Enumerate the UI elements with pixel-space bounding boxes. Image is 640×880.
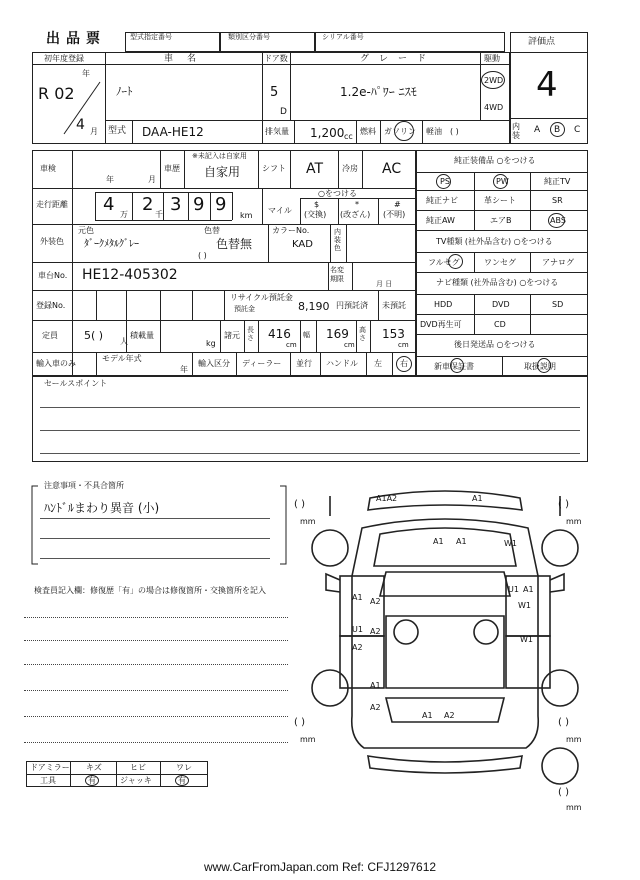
mileage-digit-2: 2 (142, 194, 154, 215)
recycle-unit: 円預託済 (336, 301, 368, 310)
later-warranty-circle (450, 358, 464, 373)
height-value: 153 (382, 327, 405, 341)
equip-abs-circle (548, 213, 565, 228)
orig-color-label: 元色 (78, 226, 94, 235)
dim-label: 諸元 (224, 331, 240, 340)
legend-jack-value: 有 (178, 776, 186, 785)
import-parallel: 並行 (296, 359, 312, 368)
recycle-label: リサイクル預託金 (230, 293, 293, 302)
mileage-sen-unit: 千 (155, 210, 163, 219)
door-count: 5 (270, 85, 279, 100)
legend-tools-value: 有 (88, 776, 96, 785)
mark-front-bumper-a1a2: A1A2 (376, 494, 398, 503)
length-unit: cm (286, 341, 297, 349)
equip-sr: SR (552, 196, 563, 205)
chassis-label: 車台No. (38, 271, 68, 280)
interior-c: C (574, 125, 581, 135)
reg-no-label: 登録No. (36, 301, 66, 310)
repaint-label: 色替 (204, 226, 220, 235)
history-label: 車歴 (164, 164, 180, 173)
mark-right-front-u1: U1 (508, 585, 519, 594)
fuel-other: ( ) (450, 127, 459, 136)
cooling-value: AC (382, 161, 402, 177)
mileage-asterisk-note: (改ざん) (340, 210, 371, 219)
type-number-label: 型式指定番号 (130, 33, 172, 41)
navi-cd: CD (494, 320, 506, 329)
mark-left-rear-u1: U1 (352, 625, 363, 634)
load-kg: kg (206, 339, 216, 348)
model-year-unit: 年 (180, 365, 188, 374)
interior-b-circle (550, 122, 565, 137)
tire-mm-rl: mm (300, 735, 316, 744)
tv-fullseg: フルセグ (428, 258, 460, 267)
width-label: 幅 (303, 331, 310, 339)
orig-color-value: ﾀﾞｰｸﾒﾀﾙｸﾞﾚｰ (84, 239, 139, 250)
first-reg-month: 4 (76, 117, 85, 133)
name-change-label: 名変期限 (330, 266, 344, 283)
score-value: 4 (536, 65, 558, 105)
drive-4wd: 4WD (484, 103, 504, 112)
height-unit: cm (398, 341, 409, 349)
load-label: 積載量 (130, 331, 154, 340)
width-unit: cm (344, 341, 355, 349)
interior-color-label: 内装色 (334, 228, 341, 252)
equip-pw-circle (493, 174, 508, 189)
legend-tools: 工具 (40, 776, 56, 785)
mileage-digit-3: 3 (170, 194, 182, 215)
interior-a: A (534, 125, 541, 135)
fuel-label: 燃料 (360, 127, 376, 136)
car-name-label: 車名 (164, 54, 211, 64)
later-warranty: 新車保証書 (434, 362, 474, 371)
recycle-label-2: 預託金 (234, 305, 255, 313)
repaint-value: 色替無 (216, 237, 253, 251)
equip-tv: 純正TV (544, 177, 571, 186)
details-grid (32, 150, 416, 376)
displacement-unit: cc (344, 132, 353, 141)
mark-rear-left-a2: A2 (370, 703, 381, 712)
equip-abs: ABS (550, 216, 566, 225)
repaint-paren: ( ) (198, 251, 207, 260)
tv-analog: アナログ (542, 258, 574, 267)
drive-2wd-circle (481, 71, 505, 89)
tire-bracket-fr: ( ) (558, 499, 569, 510)
color-no-label: カラーNo. (272, 226, 310, 235)
equip-ps: PS (440, 177, 450, 186)
shaken-label: 車検 (40, 164, 56, 173)
equip-pw: PW (496, 177, 509, 186)
length-label: 長さ (247, 326, 254, 342)
mark-right-rear-w1: W1 (520, 635, 533, 644)
legend-ware: ワレ (176, 763, 192, 772)
sales-point-label: セールスポイント (44, 379, 108, 388)
mileage-man-unit: 万 (120, 210, 128, 219)
mark-left-front-a1: A1 (352, 593, 363, 602)
navi-dvd: DVD (492, 300, 510, 309)
fuel-gasoline-circle (394, 121, 414, 141)
equip-airbag: エアB (490, 216, 512, 225)
chassis-value: HE12-405302 (82, 267, 178, 283)
legend-tools-circle (85, 775, 99, 786)
door-type: D (280, 107, 287, 117)
drive-label: 駆動 (484, 54, 500, 63)
first-reg-month-unit: 月 (90, 127, 98, 136)
cooling-label: 冷房 (342, 164, 358, 173)
legend-mirror: ドアミラー (30, 763, 70, 772)
mileage-km-unit: km (240, 211, 253, 220)
mark-rear-left-a1: A1 (370, 681, 381, 690)
first-reg-year-unit: 年 (82, 69, 90, 78)
tire-bracket-spare: ( ) (558, 787, 569, 798)
fuel-light-oil: 軽油 (426, 127, 442, 136)
mileage-digit-1: 4 (103, 194, 115, 215)
equip-aw: 純正AW (426, 216, 455, 225)
navi-title: ナビ種類 (社外品含む) ○をつける (436, 278, 559, 287)
equip-leather: 革シート (484, 196, 516, 205)
displacement-value: 1,200 (310, 126, 345, 140)
import-class-label: 輸入区分 (198, 359, 230, 368)
navi-sd: SD (552, 300, 564, 309)
recycle-amount: 8,190 (298, 300, 330, 313)
displacement-label: 排気量 (265, 127, 289, 136)
class-number-label: 類別区分番号 (228, 33, 270, 41)
width-value: 169 (326, 327, 349, 341)
model-value: DAA-HE12 (142, 125, 204, 139)
interior-label: 内装 (512, 122, 520, 140)
shaken-month-unit: 月 (148, 175, 156, 184)
mark-hood-a1-right: A1 (456, 537, 467, 546)
mark-front-bumper-a1: A1 (472, 494, 483, 503)
interior-b: B (554, 125, 561, 135)
footer-watermark: www.CarFromJapan.com Ref: CFJ1297612 (203, 860, 437, 874)
caution-text: ﾊﾝﾄﾞﾙまわり異音 (小) (44, 501, 160, 515)
tv-title: TV種類 (社外品含む) ○をつける (436, 237, 553, 246)
capacity-unit: 人 (120, 337, 128, 346)
genuine-title: 純正装備品 ○をつける (454, 156, 536, 165)
mileage-digit-5: 9 (215, 194, 227, 215)
drive-2wd: 2WD (484, 76, 504, 85)
score-label: 評価点 (528, 37, 556, 47)
handle-label: ハンドル (326, 359, 358, 368)
later-title: 後日発送品 ○をつける (454, 340, 536, 349)
capacity-label: 定員 (42, 331, 58, 340)
legend-hibi: ヒビ (130, 763, 146, 772)
handle-left: 左 (374, 359, 382, 368)
tire-mm-fl: mm (300, 517, 316, 526)
car-damage-diagram (290, 476, 600, 816)
tv-fullseg-circle (448, 254, 463, 269)
handle-right-circle (396, 356, 412, 372)
color-no-value: KAD (292, 239, 313, 250)
mileage-hash: # (394, 200, 401, 209)
height-label: 高さ (359, 326, 366, 342)
mark-hood-a1-left: A1 (433, 537, 444, 546)
tire-mm-spare: mm (566, 803, 582, 812)
mark-right-front-w1: W1 (518, 601, 531, 610)
grade-label: グレード (360, 54, 437, 64)
color-label: 外装色 (40, 237, 64, 246)
caution-bracket (30, 480, 288, 570)
tire-bracket-rr: ( ) (558, 717, 569, 728)
mileage-label: 走行距離 (36, 200, 68, 209)
fuel-gasoline: ガソリン (384, 127, 416, 136)
form-title: 出品票 (46, 31, 106, 47)
sales-point-box (32, 376, 588, 462)
inspector-label: 検査員記入欄：修復歴「有」の場合は修復箇所・交換箇所を記入 (34, 586, 266, 595)
mark-right-front-a1: A1 (523, 585, 534, 594)
length-value: 416 (268, 327, 291, 341)
tire-mm-rr: mm (566, 735, 582, 744)
mileage-circle-note: ○をつける (318, 189, 357, 198)
caution-label: 注意事項・不具合箇所 (44, 481, 124, 490)
model-label: 型式 (108, 126, 127, 136)
equip-navi: 純正ナビ (426, 196, 458, 205)
later-manual-circle (537, 358, 551, 373)
mileage-asterisk: * (355, 200, 359, 209)
mileage-digit-4: 9 (193, 194, 205, 215)
name-change-date: 月 日 (376, 280, 393, 288)
tire-bracket-fl: ( ) (294, 499, 305, 510)
shift-label: シフト (262, 164, 286, 173)
first-reg-label: 初年度登録 (44, 54, 84, 63)
navi-dvd-play: DVD再生可 (420, 320, 462, 329)
mark-left-rear-a2: A2 (370, 627, 381, 636)
mark-rear-a2: A2 (444, 711, 455, 720)
legend-jack: ジャッキ (120, 776, 152, 785)
handle-right: 右 (400, 359, 408, 368)
history-note: ※未記入は自家用 (192, 152, 247, 160)
recycle-not-deposited: 未預託 (382, 301, 406, 310)
mileage-dollar: $ (314, 200, 320, 209)
capacity-value: 5( ) (84, 329, 104, 342)
mark-left-front-a2: A2 (370, 597, 381, 606)
equip-ps-circle (436, 174, 451, 189)
shaken-year-unit: 年 (106, 175, 114, 184)
tv-oneseg: ワンセグ (484, 258, 516, 267)
navi-hdd: HDD (434, 300, 453, 309)
import-label: 輸入車のみ (36, 359, 76, 368)
serial-number-label: シリアル番号 (322, 33, 364, 41)
mileage-dollar-note: (交換) (304, 210, 327, 219)
import-dealer: ディーラー (242, 359, 282, 368)
model-year-label: モデル年式 (102, 354, 142, 363)
later-manual: 取扱説明 (524, 362, 556, 371)
mile-label: マイル (268, 206, 292, 215)
grade-value: 1.2e-ﾊﾟﾜｰ ﾆｽﾓ (340, 85, 417, 99)
shift-value: AT (306, 161, 324, 177)
history-value: 自家用 (204, 165, 241, 179)
first-reg-era: R 02 (38, 84, 75, 103)
tire-bracket-rl: ( ) (294, 717, 305, 728)
mark-rear-a1: A1 (422, 711, 433, 720)
mileage-hash-note: (不明) (383, 210, 406, 219)
legend-jack-circle (175, 775, 189, 786)
door-label: ドア数 (264, 54, 288, 63)
mark-windshield-w1: W1 (504, 539, 517, 548)
car-name-value: ﾉｰﾄ (116, 85, 133, 98)
legend-kizu: キズ (86, 763, 102, 772)
tire-mm-fr: mm (566, 517, 582, 526)
mark-left-rear-a2-b: A2 (352, 643, 363, 652)
